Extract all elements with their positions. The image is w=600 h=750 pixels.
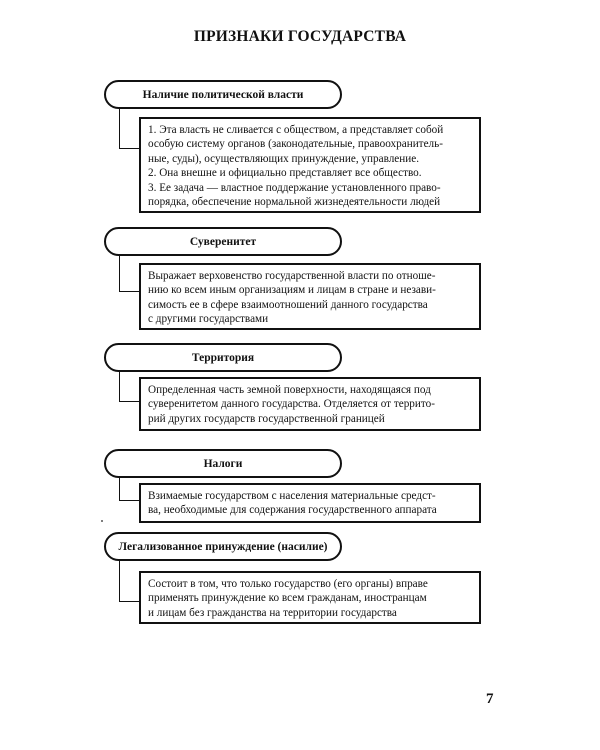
body-line: Состоит в том, что только государство (его органы) вправе: [148, 578, 428, 590]
body-line: 3. Ее задача — властное поддержание установленного право-: [148, 181, 441, 194]
body-line: Выражает верховенство государственной власти по отноше-: [148, 270, 436, 282]
body-line: порядка, обеспечение нормальной жизнедеятельности людей: [148, 196, 441, 209]
body-line: симость ее в сфере взаимоотношений данного государства: [148, 298, 428, 311]
body-line: нию ко всем иным организациям и лицам в стране и незави-: [148, 284, 436, 297]
section-body-coercion: [139, 571, 481, 624]
body-line: ные, суды), осуществляющих принуждение, управление.: [148, 152, 419, 165]
body-line: и лицам без гражданства на территории государства: [148, 606, 397, 619]
body-line: 1. Эта власть не сливается с обществом, а представляет собой: [148, 124, 444, 136]
page-number: 7: [486, 691, 494, 707]
section-heading-sovereignty: Суверенитет: [104, 227, 342, 256]
section-heading-coercion: Легализованное принуждение (насилие): [104, 532, 342, 561]
body-line: применять принуждение ко всем гражданам, иностранцам: [148, 592, 427, 605]
section-heading-political-power: Наличие политической власти: [104, 80, 342, 109]
body-line: рий других государств государственной границей: [148, 412, 385, 425]
body-line: особую систему органов (законодательные, правоохранитель-: [148, 138, 443, 151]
section-body-political-power: [139, 117, 481, 213]
section-heading-taxes: Налоги: [104, 449, 342, 478]
section-body-sovereignty: [139, 263, 481, 330]
section-body-taxes: [139, 483, 481, 523]
body-line: 2. Она внешне и официально представляет все общество.: [148, 167, 422, 180]
print-speck: [101, 520, 103, 522]
body-line: Определенная часть земной поверхности, находящаяся под: [148, 384, 431, 396]
section-body-territory: [139, 377, 481, 431]
section-heading-territory: Территория: [104, 343, 342, 372]
page-title: ПРИЗНАКИ ГОСУДАРСТВА: [193, 28, 407, 45]
body-line: ва, необходимые для содержания государственного аппарата: [148, 504, 437, 517]
body-line: Взимаемые государством с населения материальные средст-: [148, 490, 436, 502]
body-line: суверенитетом данного государства. Отделяется от террито-: [148, 398, 435, 411]
body-line: с другими государствами: [148, 313, 269, 326]
